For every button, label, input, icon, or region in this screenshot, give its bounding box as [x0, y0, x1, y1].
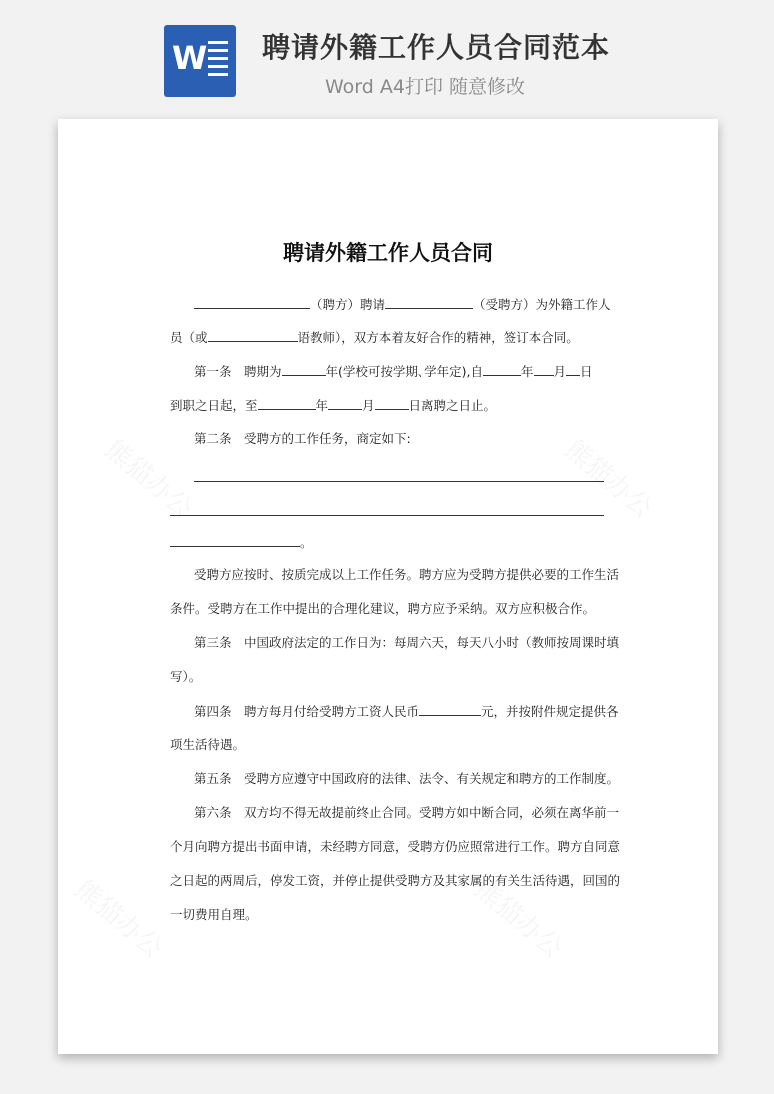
article-2-line: 第二条 受聘方的工作任务，商定如下: [194, 431, 411, 446]
fill-blank[interactable] [419, 702, 481, 716]
fill-blank[interactable] [170, 533, 300, 547]
text-span: 日 [580, 364, 593, 379]
text-span: 年(学校可按学期､学年定),自 [325, 364, 483, 379]
text-span: 员（或 [170, 330, 208, 345]
watermark [98, 430, 201, 525]
article-6-line: 一切费用自理。 [170, 907, 258, 922]
article-3-line: 写）。 [170, 669, 202, 684]
text-span: （受聘方）为外籍工作人 [473, 297, 611, 312]
answer-line[interactable] [194, 481, 604, 482]
text-span: 第四条 聘方每月付给受聘方工资人民币 [194, 704, 420, 719]
watermark [68, 870, 171, 965]
header-subtitle: Word A4打印 随意修改 [325, 76, 526, 98]
word-logo-lines [208, 41, 228, 81]
fill-blank[interactable] [566, 362, 580, 376]
answer-line-end [170, 533, 313, 552]
article-4-line [194, 702, 619, 721]
text-span: 语教师），双方本着友好合作的精神，签订本合同。 [297, 330, 579, 345]
paragraph-line: 受聘方应按时、按质完成以上工作任务。聘方应为受聘方提供必要的工作生活 [194, 567, 620, 582]
fill-blank[interactable] [534, 362, 554, 376]
text-span: 日离聘之日止。 [408, 398, 497, 413]
fill-blank[interactable] [328, 396, 362, 410]
article-1-line [194, 362, 593, 381]
article-6-line: 个月向聘方提出书面申请，未经聘方同意，受聘方仍应照常进行工作。聘方自同意 [170, 839, 621, 854]
document-title: 聘请外籍工作人员合同 [283, 241, 493, 265]
article-4-line: 项生活待遇。 [170, 737, 246, 752]
word-document-icon [164, 25, 236, 97]
fill-blank[interactable] [385, 295, 473, 309]
text-span: 月 [553, 364, 567, 379]
text-span: 。 [300, 535, 313, 550]
article-3-line: 第三条 中国政府法定的工作日为：每周六天，每天八小时（教师按周课时填 [194, 635, 620, 650]
answer-line[interactable] [170, 515, 604, 516]
document-page [58, 119, 718, 1054]
text-span: 月 [362, 398, 375, 413]
text-span: 年 [315, 398, 329, 413]
article-6-line: 之日起的两周后，停发工资，并停止提供受聘方及其家属的有关生活待遇，回国的 [170, 873, 621, 888]
fill-blank[interactable] [282, 362, 326, 376]
watermark [558, 430, 661, 525]
word-logo-letter: W [172, 39, 208, 77]
article-6-line: 第六条 双方均不得无故提前终止合同。受聘方如中断合同，必须在离华前一 [194, 805, 620, 820]
fill-blank[interactable] [375, 396, 409, 410]
text-span: 年 [521, 364, 534, 379]
text-span: 到职之日起，至 [170, 398, 258, 413]
text-span: 元，并按附件规定提供各 [481, 704, 619, 719]
fill-blank[interactable] [194, 295, 310, 309]
page-header [0, 0, 774, 110]
paragraph-line: 条件。受聘方在工作中提出的合理化建议，聘方应予采纳。双方应积极合作。 [170, 601, 596, 616]
fill-blank[interactable] [208, 328, 298, 342]
article-1-line [170, 396, 496, 415]
paragraph-line [194, 295, 611, 314]
paragraph-line [170, 328, 579, 347]
text-span: 第一条 聘期为 [194, 364, 282, 379]
text-span: （聘方）聘请 [310, 297, 386, 312]
article-5-line: 第五条 受聘方应遵守中国政府的法律、法令、有关规定和聘方的工作制度。 [194, 771, 620, 786]
fill-blank[interactable] [483, 362, 521, 376]
fill-blank[interactable] [258, 396, 316, 410]
header-title: 聘请外籍工作人员合同范本 [262, 31, 611, 64]
